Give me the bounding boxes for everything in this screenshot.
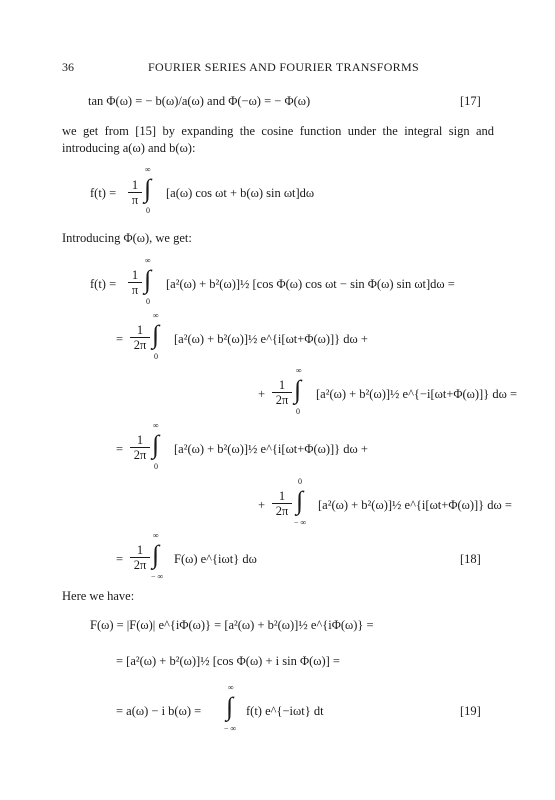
lower-limit: 0: [154, 462, 158, 471]
upper-limit: 0: [298, 477, 302, 486]
equals-sign: =: [116, 442, 124, 456]
running-title: FOURIER SERIES AND FOURIER TRANSFORMS: [148, 60, 419, 74]
lower-limit: − ∞: [294, 518, 307, 527]
ft-integrand-7: F(ω) e^{iωt} dω: [174, 552, 257, 566]
paragraph-introducing-phi: Introducing Φ(ω), we get:: [62, 231, 192, 245]
ft-integrand-3: [a²(ω) + b²(ω)]½ e^{i[ωt+Φ(ω)]} dω +: [174, 332, 368, 346]
upper-limit: ∞: [296, 366, 302, 375]
lower-limit: − ∞: [151, 572, 164, 581]
integral-sign: ∫: [226, 692, 234, 721]
lower-limit: 0: [146, 297, 150, 306]
fraction-1-over-2pi: [272, 489, 292, 518]
ft-lhs-1: f(t) =: [90, 186, 117, 200]
plus-sign: +: [258, 498, 266, 512]
fraction-1-over-2pi: [272, 378, 292, 407]
upper-limit: ∞: [145, 165, 151, 174]
plus-sign: +: [258, 387, 266, 401]
page-number: 36: [62, 60, 74, 74]
numerator: 1: [131, 178, 139, 192]
numerator: 1: [136, 433, 144, 447]
denominator: 2π: [133, 558, 147, 572]
integral-sign: ∫: [296, 486, 304, 515]
upper-limit: ∞: [228, 683, 234, 692]
integral-sign: ∫: [144, 265, 152, 294]
denominator: π: [131, 193, 139, 207]
upper-limit: ∞: [153, 531, 159, 540]
ft-integrand-5: [a²(ω) + b²(ω)]½ e^{i[ωt+Φ(ω)]} dω +: [174, 442, 368, 456]
equation-17: tan Φ(ω) = − b(ω)/a(ω) and Φ(−ω) = − Φ(ω): [88, 94, 311, 108]
fraction-1-over-2pi: [130, 323, 150, 352]
paragraph-intro: we get from [15] by expanding the cosine function under the integral sign and introducing a(ω) and b(ω):: [62, 124, 494, 155]
equation-number-17: [17]: [460, 94, 481, 108]
equation-number-18: [18]: [460, 552, 481, 566]
F-omega-line-1: F(ω) = |F(ω)| e^{iΦ(ω)} = [a²(ω) + b²(ω)]½ e^{iΦ(ω)} =: [90, 618, 374, 632]
F-omega-line-3-integrand: f(t) e^{−iωt} dt: [246, 704, 324, 718]
F-omega-line-2: = [a²(ω) + b²(ω)]½ [cos Φ(ω) + i sin Φ(ω)] =: [116, 654, 340, 668]
integral-sign: ∫: [152, 320, 160, 349]
upper-limit: ∞: [153, 421, 159, 430]
lower-limit: − ∞: [224, 724, 237, 733]
denominator: 2π: [275, 393, 289, 407]
ft-lhs-2: f(t) =: [90, 277, 117, 291]
fraction-1-over-pi-1: [128, 178, 142, 207]
equals-sign: =: [116, 332, 124, 346]
equation-number-19: [19]: [460, 704, 481, 718]
lower-limit: 0: [296, 407, 300, 416]
fraction-1-over-pi-2: [128, 268, 142, 297]
integral-sign: ∫: [294, 375, 302, 404]
upper-limit: ∞: [153, 311, 159, 320]
denominator: 2π: [133, 448, 147, 462]
numerator: 1: [278, 489, 286, 503]
lower-limit: 0: [146, 206, 150, 215]
ft-integrand-1: [a(ω) cos ωt + b(ω) sin ωt]dω: [166, 186, 315, 200]
numerator: 1: [136, 543, 144, 557]
equals-sign: =: [116, 552, 124, 566]
paragraph-here-we-have: Here we have:: [62, 589, 135, 603]
numerator: 1: [136, 323, 144, 337]
fraction-1-over-2pi: [130, 543, 150, 572]
integral-sign: ∫: [152, 540, 160, 569]
ft-integrand-6: [a²(ω) + b²(ω)]½ e^{i[ωt+Φ(ω)]} dω =: [318, 498, 512, 512]
ft-integrand-2: [a²(ω) + b²(ω)]½ [cos Φ(ω) cos ωt − sin Φ(ω) sin ωt]dω =: [166, 277, 455, 291]
integral-sign: ∫: [144, 174, 152, 203]
numerator: 1: [278, 378, 286, 392]
numerator: 1: [131, 268, 139, 282]
denominator: 2π: [133, 338, 147, 352]
F-omega-line-3-lhs: = a(ω) − i b(ω) =: [116, 704, 202, 718]
denominator: 2π: [275, 504, 289, 518]
upper-limit: ∞: [145, 256, 151, 265]
denominator: π: [131, 283, 139, 297]
lower-limit: 0: [154, 352, 158, 361]
integral-sign: ∫: [152, 430, 160, 459]
fraction-1-over-2pi: [130, 433, 150, 462]
ft-integrand-4: [a²(ω) + b²(ω)]½ e^{−i[ωt+Φ(ω)]} dω =: [316, 387, 518, 401]
